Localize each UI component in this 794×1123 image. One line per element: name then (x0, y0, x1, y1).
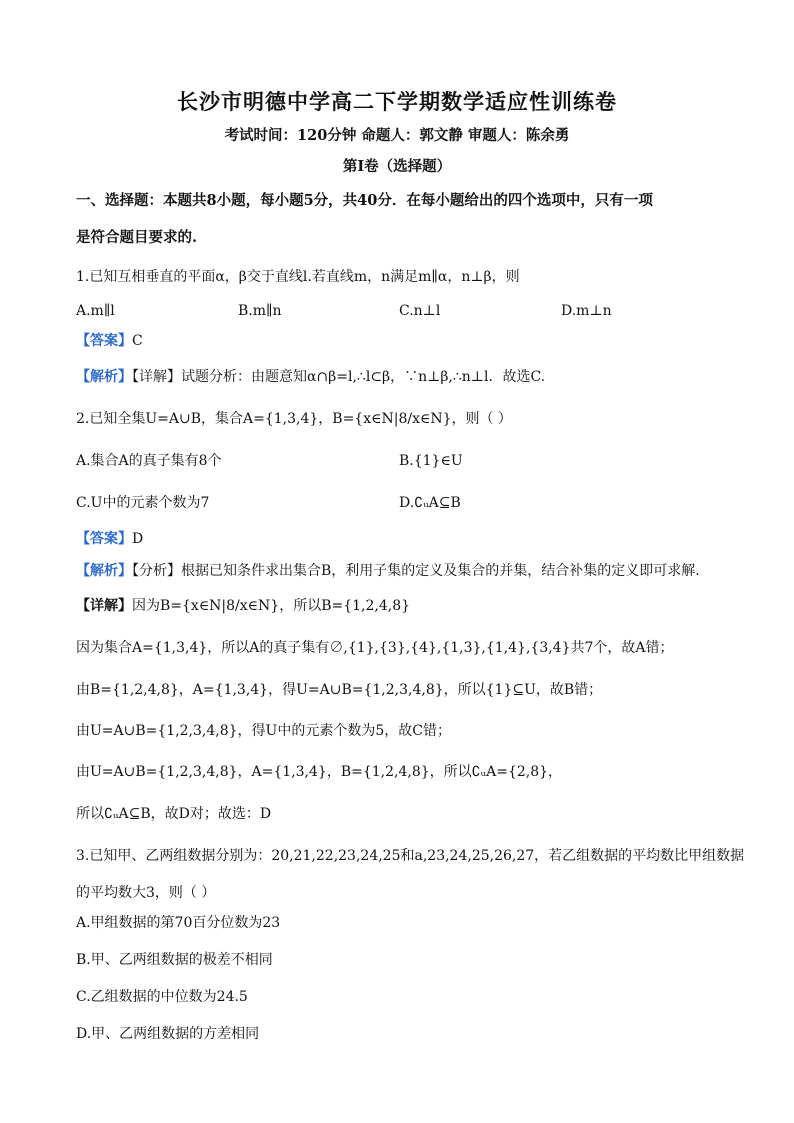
q2-detail-line: 由U=A∪B={1,2,3,4,8}，A={1,3,4}，B={1,2,4,8}，所以∁ᵤA={2,8}， (76, 764, 563, 780)
q1-option-a: A.m∥l (76, 303, 115, 319)
q3-option-b: B.甲、乙两组数据的极差不相同 (76, 952, 273, 968)
volume-label: 第I卷（选择题） (342, 158, 452, 175)
q1-answer-tag: 【答案】 (76, 333, 132, 349)
section-heading-line2: 是符合题目要求的. (76, 229, 198, 246)
q2-analysis-row (76, 562, 700, 580)
q1-analysis-text: 试题分析：由题意知α∩β=l,∴l⊂β，∵n⊥β,∴n⊥l．故选C. (181, 369, 546, 385)
q2-stem: 2.已知全集U=A∪B，集合A={1,3,4}，B={x∈N|8/x∈N}，则（ ） (76, 411, 512, 427)
q1-answer: C (132, 333, 143, 349)
q1-detail-tag: 【详解】 (132, 369, 181, 385)
q1-answer-row (76, 332, 143, 350)
q2-detail-line: 所以∁ᵤA⊆B，故D对；故选：D (76, 806, 272, 822)
q1-option-b: B.m∥n (238, 303, 282, 319)
q1-option-d: D.m⊥n (561, 303, 612, 319)
q1-stem: 1.已知互相垂直的平面α，β交于直线l.若直线m，n满足m∥α，n⊥β，则 (76, 269, 520, 285)
q2-option-d: D.∁ᵤA⊆B (399, 495, 461, 511)
exam-info: 考试时间：120分钟 命题人：郭文静 审题人：陈余勇 (224, 127, 570, 144)
q2-option-c: C.U中的元素个数为7 (76, 495, 210, 511)
q2-detail-line: 因为B={x∈N|8/x∈N}，所以B={1,2,4,8} (132, 598, 411, 614)
q3-option-c: C.乙组数据的中位数为24.5 (76, 989, 248, 1005)
q2-detail-line: 因为集合A={1,3,4}，所以A的真子集有∅,{1},{3},{4},{1,3},{1,4},{3,4}共7个，故A错； (76, 640, 674, 656)
q2-option-b: B.{1}∈U (399, 453, 463, 469)
q2-answer: D (132, 531, 144, 547)
q2-answer-tag: 【答案】 (76, 531, 132, 547)
q3-option-d: D.甲、乙两组数据的方差相同 (76, 1026, 260, 1042)
section-heading-line1: 一、选择题：本题共8小题，每小题5分，共40分．在每小题给出的四个选项中，只有一项 (76, 192, 653, 209)
q2-analysis-tag: 【解析】 (76, 563, 132, 579)
q3-stem-line2: 的平均数大3，则（ ） (76, 885, 216, 901)
q2-detail-tag: 【详解】 (76, 598, 132, 614)
q2-detail-line: 由B={1,2,4,8}，A={1,3,4}，得U=A∪B={1,2,3,4,8}，所以{1}⊆U，故B错； (76, 682, 603, 698)
page-title: 长沙市明德中学高二下学期数学适应性训练卷 (177, 89, 617, 114)
q1-analysis-row (76, 368, 545, 386)
q2-analysis-sub: 【分析】 (132, 563, 181, 579)
q2-analysis-text: 根据已知条件求出集合B，利用子集的定义及集合的并集，结合补集的定义即可求解. (181, 563, 700, 579)
q2-detail-row-1 (76, 597, 410, 615)
q3-option-a: A.甲组数据的第70百分位数为23 (76, 915, 281, 931)
q2-detail-line: 由U=A∪B={1,2,3,4,8}，得U中的元素个数为5，故C错； (76, 723, 451, 739)
q1-option-c: C.n⊥l (399, 303, 441, 319)
q2-answer-row (76, 530, 143, 548)
q2-option-a: A.集合A的真子集有8个 (76, 453, 222, 469)
q1-analysis-tag: 【解析】 (76, 369, 132, 385)
q3-stem-line1: 3.已知甲、乙两组数据分别为：20,21,22,23,24,25和a,23,24,25,26,27，若乙组数据的平均数比甲组数据 (76, 848, 745, 864)
